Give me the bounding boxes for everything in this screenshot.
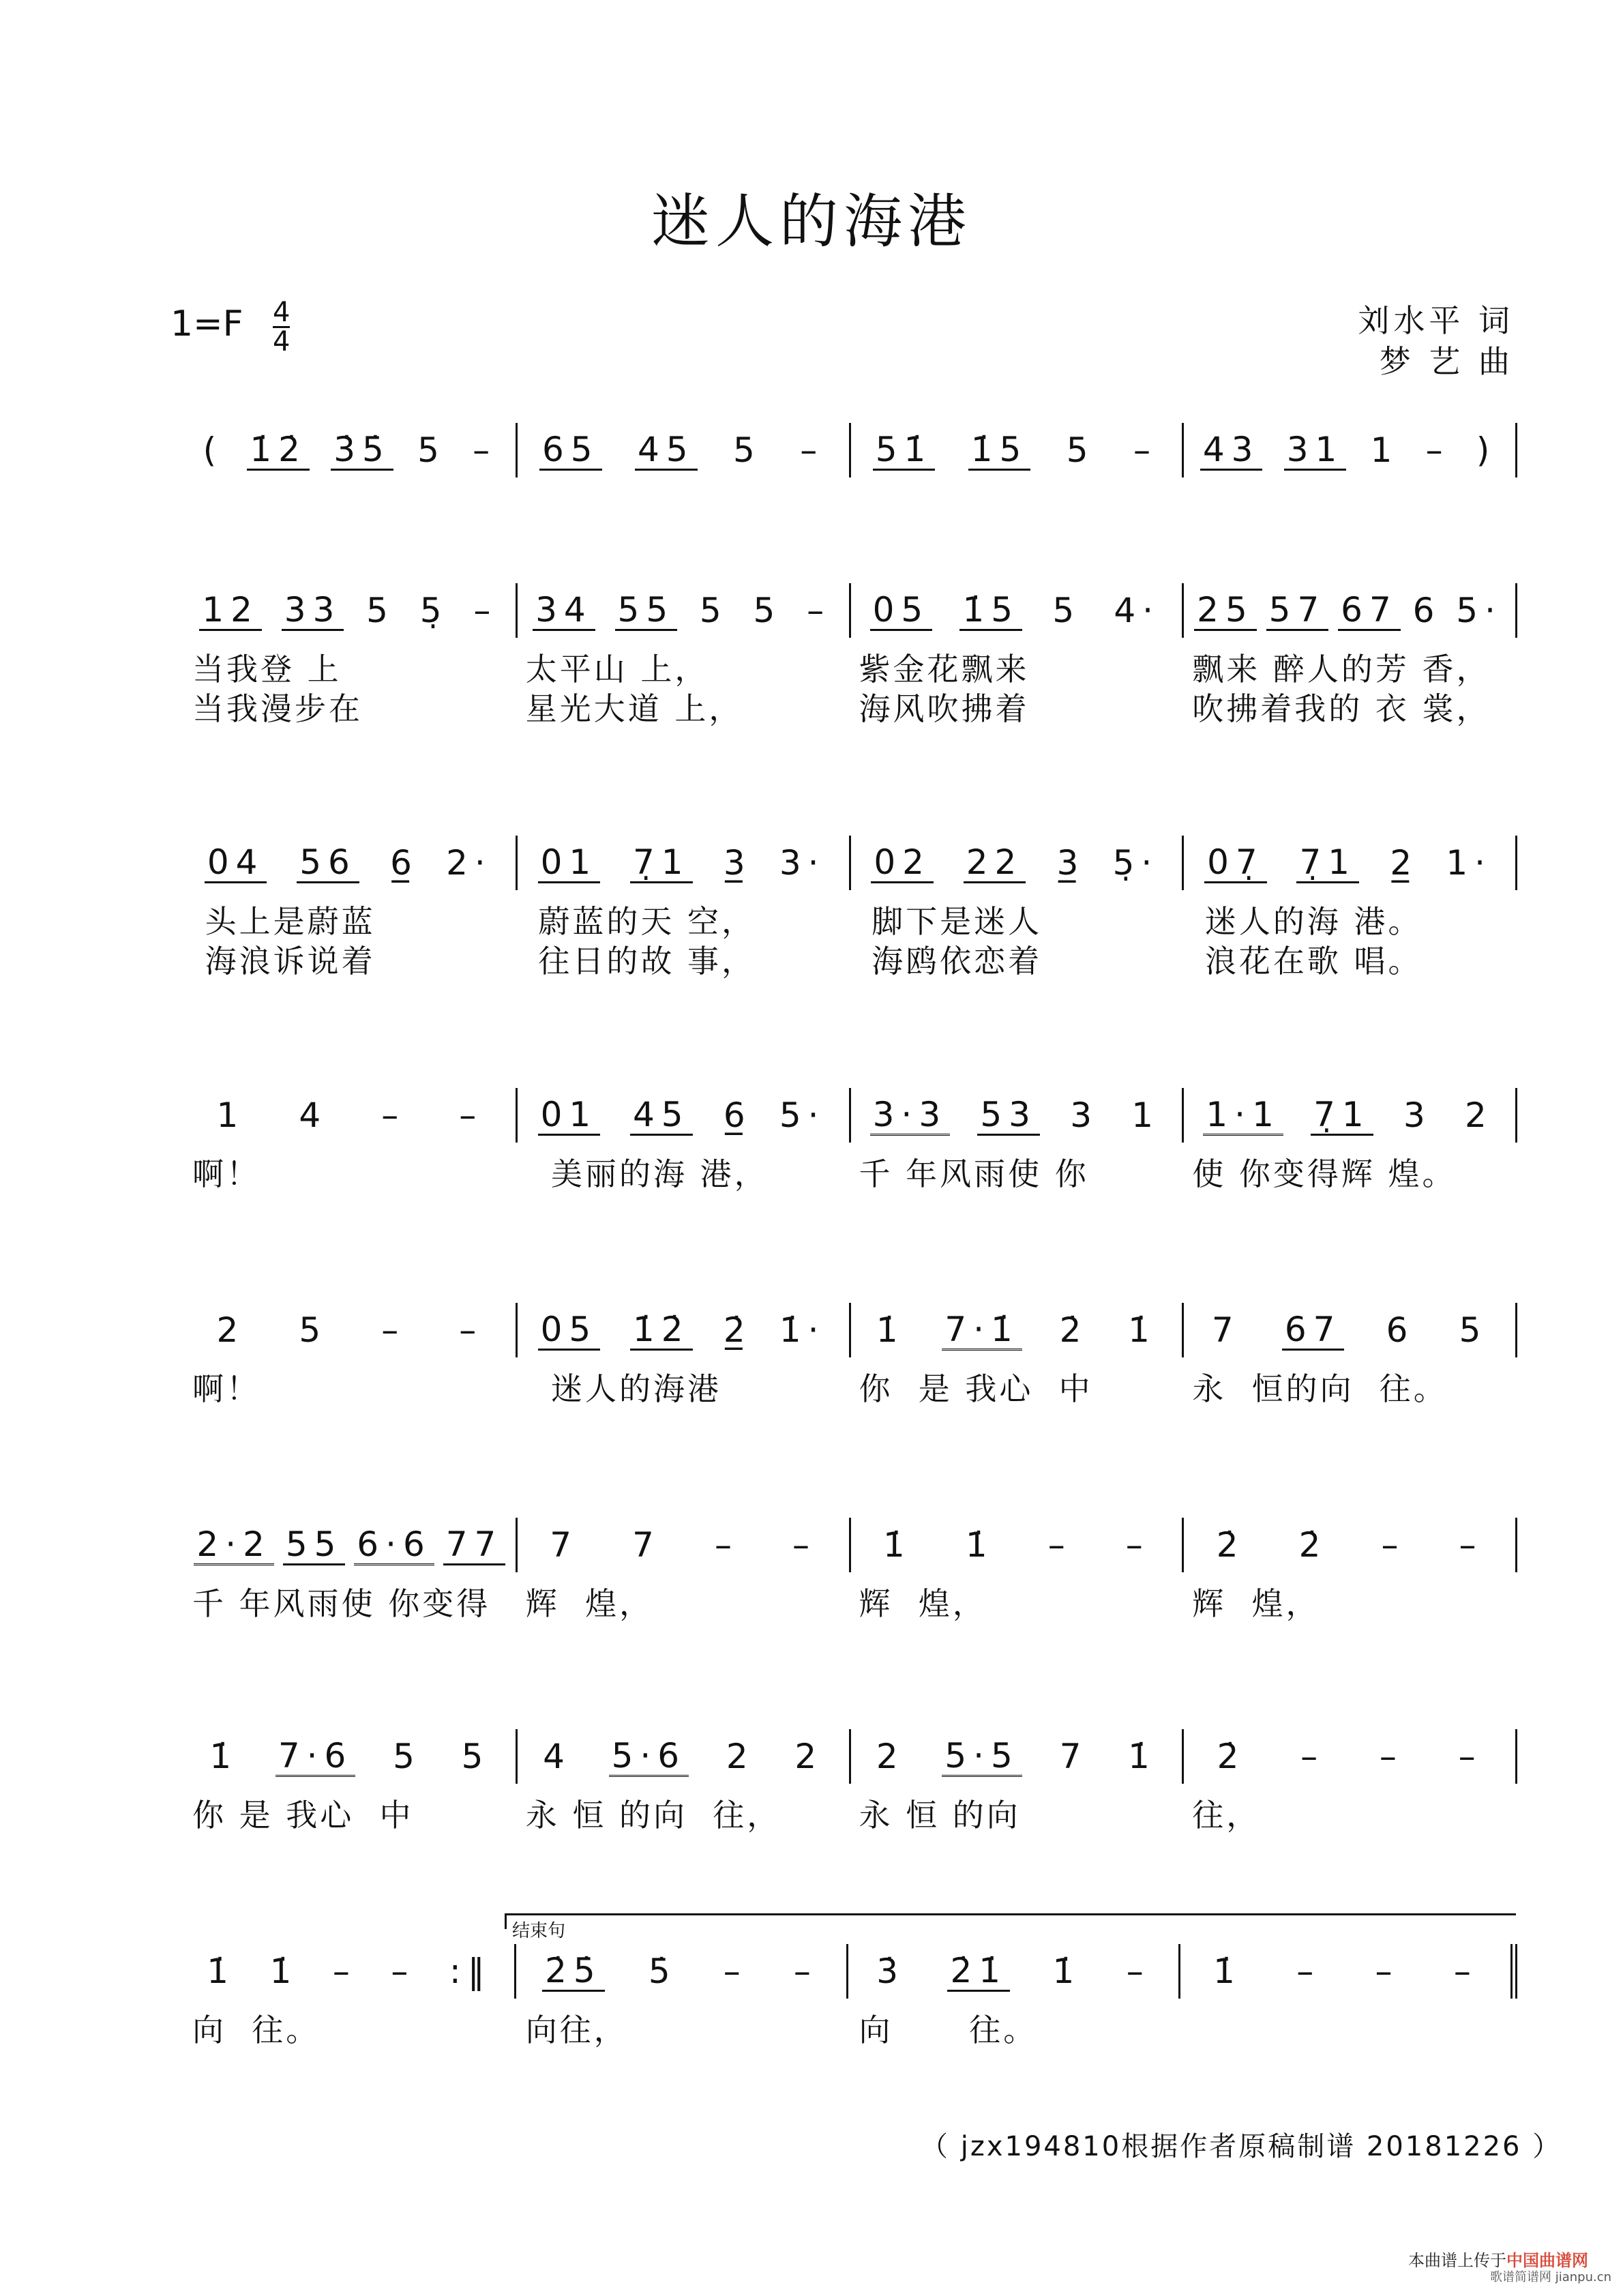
measure (851, 423, 1185, 477)
lyric-verse-2 (851, 1189, 1185, 1228)
note-group: 1̇2̇ (630, 1310, 693, 1351)
note-group: 65 (539, 430, 602, 471)
note-group: 1̇5 (968, 430, 1031, 471)
note-group: 1̇ (1052, 1952, 1082, 1991)
dash-extension: – (1125, 1525, 1150, 1565)
note-group: 7̣1 (1296, 843, 1359, 883)
lyric-verse-2 (518, 1189, 851, 1228)
note-group: 7 (632, 1525, 661, 1565)
lyric-verse-2: 星光大道 上， (525, 690, 743, 727)
note-group: 55 (615, 591, 678, 631)
dash-extension: – (1453, 1952, 1478, 1991)
measure (851, 836, 1185, 890)
ending-bracket (505, 1913, 1516, 1941)
note-group: 7̣1 (1311, 1095, 1373, 1136)
dash-extension: – (1296, 1952, 1321, 1991)
measure (1184, 1088, 1517, 1143)
measure (184, 1088, 518, 1143)
note-group: 7 (550, 1525, 579, 1565)
lyric-verse-2 (518, 524, 851, 563)
note-group: 2 (1465, 1095, 1493, 1135)
lyric-verse-2 (851, 1619, 1185, 1658)
note-group: 33 (282, 591, 344, 631)
dash-extension: – (473, 430, 497, 470)
lyric-verse-2: 往日的故 事， (525, 943, 756, 980)
staff-line (184, 583, 1517, 727)
measure (184, 1729, 518, 1784)
dash-extension: – (1126, 1952, 1150, 1991)
measure (1184, 1518, 1517, 1572)
measure (1184, 1729, 1517, 1784)
measure (184, 836, 518, 890)
note-group: 12 (199, 591, 262, 631)
dash-extension: – (1133, 430, 1158, 470)
lyric-verse-2 (1184, 524, 1517, 563)
note-group: 1̇ (1213, 1952, 1242, 1991)
note-group: 57 (1266, 591, 1329, 631)
note-group: _2 (1391, 843, 1393, 883)
lyric-verse-1: 啊！ (192, 1156, 260, 1192)
measure (184, 423, 518, 477)
dash-extension: – (793, 1952, 818, 1991)
dash-extension: – (807, 591, 831, 630)
measure (1184, 583, 1517, 638)
staff-line (184, 1518, 1517, 1658)
note-group: 05 (538, 1310, 601, 1351)
lyric-verse-1: 永 恒 的向 往， (525, 1797, 781, 1834)
lyric-verse-2 (518, 1619, 851, 1658)
lyric-verse-1: 紫金花飘来 (859, 651, 1030, 688)
lyric-verse-1: 千 年风雨使 你 (859, 1156, 1089, 1192)
lyric-verse-2 (518, 1404, 851, 1443)
note-group: 1·1 (1203, 1095, 1283, 1136)
note-group: 05 (870, 591, 933, 631)
lyrics-row (184, 2045, 1517, 2085)
lyric-verse-2 (184, 2045, 518, 2085)
note-group: 5·6 (609, 1737, 689, 1777)
lyric-verse-1: 永 恒 的向 (859, 1797, 1021, 1834)
lyrics-row (184, 897, 1517, 940)
measure (516, 1944, 848, 1999)
note-group: 5̇ (648, 1952, 677, 1991)
watermark-text: 本曲谱上传于 (1408, 2251, 1506, 2270)
lyric-verse-2 (1184, 1830, 1517, 1870)
note-group: 2· (446, 843, 492, 883)
note-group: 5 (1066, 430, 1095, 470)
note-group: 2̇5̇ (542, 1952, 605, 1992)
note-group: 7·6 (276, 1737, 356, 1777)
composer: 梦 艺 曲 (1379, 343, 1514, 380)
note-group: 5̣ (419, 591, 449, 630)
measure (848, 1944, 1180, 1999)
lyric-verse-2 (184, 1830, 518, 1870)
lyric-verse-1: 当我登 上 (192, 651, 342, 688)
note-group: 3·3 (870, 1095, 951, 1136)
note-group: 43 (1200, 430, 1263, 471)
staff-line (184, 1088, 1517, 1228)
lyric-verse-1: 太平山 上， (525, 651, 709, 688)
lyrics-row (184, 1830, 1517, 1870)
dash-extension: – (723, 1952, 747, 1991)
note-group: _6 (391, 843, 393, 883)
measure (1184, 836, 1517, 890)
lyric-verse-2: 海风吹拂着 (859, 690, 1030, 727)
note-group: 2 (726, 1737, 755, 1776)
lyricist: 刘水平 词 (1358, 302, 1514, 339)
note-group: _3 (1058, 843, 1060, 883)
time-signature (273, 299, 290, 355)
lyric-verse-1 (851, 484, 1185, 524)
note-group: 6 (1386, 1310, 1415, 1350)
lyric-verse-2 (1184, 1404, 1517, 1443)
measures-row (184, 583, 1517, 638)
note-group: 1 (1131, 1095, 1161, 1135)
note-group: 25 (1194, 591, 1257, 631)
note-group: 45 (630, 1095, 693, 1136)
lyrics-row (184, 524, 1517, 563)
dash-extension: – (1379, 1737, 1403, 1776)
note-group: 1̇2̇ (247, 430, 310, 471)
dash-extension: – (381, 1095, 406, 1135)
staff-line (184, 1729, 1517, 1870)
dash-extension: – (381, 1310, 406, 1350)
lyric-verse-2 (184, 1619, 518, 1658)
note-group: 2 (876, 1737, 905, 1776)
note-group: 6 (1412, 591, 1442, 630)
note-group: 5 (366, 591, 395, 630)
note-group: 45 (635, 430, 698, 471)
note-group: _3 (725, 843, 727, 883)
measure (518, 1729, 851, 1784)
lyric-verse-2 (851, 524, 1185, 563)
lyric-verse-2 (184, 1189, 518, 1228)
lyric-verse-2 (184, 1404, 518, 1443)
lyric-verse-2 (1184, 2045, 1517, 2085)
dash-extension: – (1425, 430, 1450, 470)
lyric-verse-1 (184, 484, 518, 524)
measures-row (184, 423, 1517, 477)
lyric-verse-1: 迷人的海港 (525, 1370, 721, 1407)
lyrics-row (184, 1404, 1517, 1443)
lyric-verse-2 (1184, 1619, 1517, 1658)
measures-row (184, 836, 1517, 890)
note-group: 5̣· (1112, 843, 1159, 883)
note-group: 1̇ (883, 1525, 912, 1565)
note-group: 3 (1403, 1095, 1432, 1135)
note-group: 5 (299, 1310, 328, 1350)
dash-extension: – (792, 1525, 816, 1565)
lyric-verse-1: 头上是蔚蓝 (192, 903, 376, 940)
measure (518, 1303, 851, 1357)
lyrics-row (184, 1579, 1517, 1622)
measure (851, 583, 1185, 638)
lyric-verse-1: 你 是 我心 中 (192, 1797, 414, 1834)
measure (851, 1729, 1185, 1784)
lyric-verse-1 (1184, 484, 1517, 524)
lyric-verse-1: 飘来 醉人的芳 香， (1192, 651, 1491, 688)
note-group: 1̇ (876, 1310, 905, 1350)
measures-row (184, 1518, 1517, 1572)
note-group: 4· (1114, 591, 1161, 630)
lyric-verse-2: 浪花在歌 唱。 (1192, 943, 1423, 980)
measure (1184, 1303, 1517, 1357)
lyric-verse-2 (1184, 1189, 1517, 1228)
note-group: 51̇ (873, 430, 936, 471)
note-group: 7 (1059, 1737, 1088, 1776)
note-group: 04 (205, 843, 267, 883)
measure (851, 1303, 1185, 1357)
lyric-verse-2 (851, 1404, 1185, 1443)
note-group: 07̣ (1204, 843, 1267, 883)
note-group: 5· (779, 1095, 826, 1135)
staff-line (184, 836, 1517, 980)
lyric-verse-1: 辉 煌， (859, 1585, 987, 1622)
measure (851, 1518, 1185, 1572)
key-signature: 1=F (170, 304, 243, 344)
lyric-verse-2: 当我漫步在 (192, 690, 363, 727)
note-group: _6 (725, 1095, 727, 1135)
parenthesis: ( (203, 430, 224, 470)
note-group: 55 (283, 1525, 346, 1565)
lyrics-row (184, 484, 1517, 524)
staff-line (184, 423, 1517, 563)
lyrics-row (184, 1791, 1517, 1834)
lyric-verse-2 (851, 2045, 1185, 2085)
measure (1184, 423, 1517, 477)
measures-row (184, 1303, 1517, 1357)
dash-extension: – (1381, 1525, 1405, 1565)
note-group: 5 (1052, 591, 1082, 630)
measure (184, 1518, 518, 1572)
lyrics-row (184, 645, 1517, 688)
note-group: 1̇· (779, 1310, 826, 1350)
lyric-verse-1 (1184, 2005, 1517, 2045)
footer-note: （ jzx194810根据作者原稿制谱 20181226 ） (921, 2131, 1562, 2162)
lyric-verse-1: 你 是 我心 中 (859, 1370, 1093, 1407)
lyric-verse-1: 使 你变得辉 煌。 (1192, 1156, 1457, 1192)
lyric-verse-2 (518, 2045, 851, 2085)
note-group: _2̇ (725, 1310, 727, 1350)
note-group: 1̇ (209, 1737, 239, 1776)
dash-extension: – (459, 1095, 483, 1135)
dash-extension: – (391, 1952, 415, 1991)
lyric-verse-1: 美丽的海 港， (525, 1156, 769, 1192)
lyric-verse-2: 海鸥依恋着 (859, 943, 1043, 980)
lyric-verse-1: 脚下是迷人 (859, 903, 1043, 940)
note-group: 3̇ (876, 1952, 906, 1991)
lyric-verse-1: 辉 煌， (525, 1585, 653, 1622)
measure (518, 836, 851, 890)
note-group: 02 (871, 843, 934, 883)
dash-extension: – (1458, 1737, 1483, 1776)
measure (1180, 1944, 1517, 1999)
note-group: 1̇ (1128, 1310, 1157, 1350)
note-group: 6·6 (354, 1525, 434, 1565)
note-group: 56 (297, 843, 359, 883)
note-group: 5 (417, 430, 446, 470)
note-group: 7 (1211, 1310, 1240, 1350)
note-group: 1 (1370, 430, 1399, 470)
dash-extension: – (1300, 1737, 1325, 1776)
note-group: 34 (533, 591, 595, 631)
lyric-verse-1: 永 恒的向 往。 (1192, 1370, 1448, 1407)
note-group: 22 (964, 843, 1026, 883)
note-group: 1̇ (1128, 1737, 1157, 1776)
note-group: 2̇ (1059, 1310, 1088, 1350)
note-group: 4 (299, 1095, 328, 1135)
credits (1358, 300, 1514, 382)
measures-row (184, 1088, 1517, 1143)
note-group: 5· (1456, 591, 1503, 630)
staff-line (184, 1944, 1517, 2085)
watermark-site: 中国曲谱网 (1506, 2251, 1588, 2270)
note-group: 7̣1 (630, 843, 693, 883)
measures-row (184, 1944, 1517, 1999)
note-group: 53 (977, 1095, 1040, 1136)
lyric-verse-2 (851, 1830, 1185, 1870)
note-group: 5 (461, 1737, 490, 1776)
lyric-verse-2 (518, 1830, 851, 1870)
note-group: 2̇ (1216, 1525, 1245, 1565)
meter-top: 4 (273, 297, 291, 328)
measure (184, 583, 518, 638)
song-title: 迷人的海港 (651, 188, 972, 256)
note-group: 77 (443, 1525, 506, 1565)
lyric-verse-1: 辉 煌， (1192, 1585, 1320, 1622)
note-group: 1̇ (965, 1525, 994, 1565)
lyric-verse-2: 海浪诉说着 (192, 943, 376, 980)
dash-extension: – (1459, 1525, 1483, 1565)
note-group: 5 (1459, 1310, 1488, 1350)
note-group: 1̇5 (959, 591, 1022, 631)
lyric-verse-1: 往， (1192, 1797, 1261, 1834)
note-group: 2·2 (194, 1525, 274, 1565)
measures-row (184, 1729, 1517, 1784)
note-group: 2 (794, 1737, 824, 1776)
measure (851, 1088, 1185, 1143)
note-group: 3̇5̇ (331, 430, 393, 471)
note-group: 1̇ (269, 1952, 299, 1991)
watermark-sub: 歌谱简谱网 jianpu.cn (1490, 2270, 1612, 2284)
measure (184, 1944, 516, 1999)
measure (518, 1088, 851, 1143)
ending-label: 结束句 (512, 1921, 566, 1941)
lyric-verse-1 (518, 484, 851, 524)
staff-line (184, 1303, 1517, 1443)
measure (518, 423, 851, 477)
note-group: 5 (393, 1737, 421, 1776)
note-group: 67 (1338, 591, 1401, 631)
dash-extension: – (800, 430, 824, 470)
lyrics-row (184, 1189, 1517, 1228)
lyrics-row (184, 937, 1517, 980)
watermark (1408, 2251, 1611, 2285)
note-group: 67 (1282, 1310, 1345, 1351)
note-group: 3 (1070, 1095, 1099, 1135)
note-group: 7·1̇ (942, 1310, 1022, 1351)
lyric-verse-1: 向 往。 (859, 2012, 1038, 2048)
lyric-verse-1: 千 年风雨使 你变得 (192, 1585, 491, 1622)
dash-extension: – (473, 591, 498, 630)
note-group: 5 (753, 591, 782, 630)
measure (518, 1518, 851, 1572)
note-group: 2 (216, 1310, 245, 1350)
note-group: 4 (543, 1737, 571, 1776)
note-group: 31 (1284, 430, 1347, 471)
parenthesis: ) (1476, 430, 1497, 470)
lyric-verse-1: 向 往。 (192, 2012, 321, 2048)
lyric-verse-1: 向往， (525, 2012, 628, 2048)
lyrics-row (184, 2005, 1517, 2048)
note-group: 5·5 (942, 1737, 1022, 1777)
lyric-verse-2 (184, 524, 518, 563)
note-group: 5 (699, 591, 728, 630)
dash-extension: – (1375, 1952, 1399, 1991)
note-group: 01 (538, 1095, 601, 1136)
meter-bottom: 4 (273, 326, 291, 357)
note-group: 1 (216, 1095, 245, 1135)
dash-extension: – (1047, 1525, 1072, 1565)
lyrics-row (184, 1364, 1517, 1407)
lyric-verse-1: 迷人的海 港。 (1192, 903, 1423, 940)
note-group: 01 (538, 843, 601, 883)
lyrics-row (184, 684, 1517, 727)
lyrics-row (184, 1149, 1517, 1192)
lyric-verse-2: 吹拂着我的 衣 裳， (1192, 690, 1491, 727)
lyric-verse-1: 蔚蓝的天 空， (525, 903, 756, 940)
note-group: 2̇ (1298, 1525, 1328, 1565)
measure (184, 1303, 518, 1357)
note-group: 5 (733, 430, 762, 470)
note-group: 2̇ (1217, 1737, 1246, 1776)
note-group: 1· (1446, 843, 1493, 883)
repeat-end-sign: :‖ (449, 1952, 492, 1991)
dash-extension: – (332, 1952, 357, 1991)
lyric-verse-1: 啊！ (192, 1370, 260, 1407)
measure (518, 583, 851, 638)
note-group: 3· (779, 843, 826, 883)
lyrics-row (184, 1619, 1517, 1658)
note-group: 1̇ (207, 1952, 236, 1991)
dash-extension: – (459, 1310, 483, 1350)
note-group: 2̇1̇ (947, 1952, 1010, 1992)
dash-extension: – (714, 1525, 739, 1565)
